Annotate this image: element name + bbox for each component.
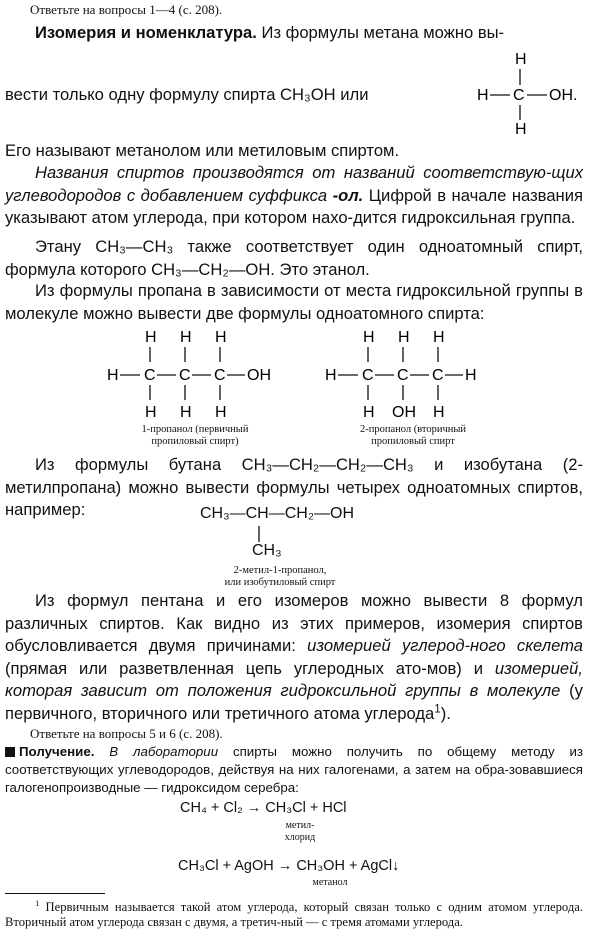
methanol-formula-line xyxy=(5,84,445,107)
isobutanol-branch-text: CH₃ xyxy=(252,542,282,559)
methanol-oh: OH. xyxy=(549,87,578,104)
isobutanol-formula xyxy=(200,505,354,523)
methanol-name-text: Его называют метанолом или метиловым спиртом. xyxy=(5,141,400,160)
reaction-1-label-line-1: метил- xyxy=(285,820,315,831)
methanol-carbon: C xyxy=(513,87,525,104)
naming-rule-italic: Названия спиртов производятся от названий соответствую-щих углеводородов с добавлением суффикса xyxy=(5,163,583,205)
reaction-1-label xyxy=(270,820,330,844)
p1-bottom-h-2: H xyxy=(180,404,192,421)
p2-right-h: H xyxy=(465,367,477,384)
p2-c3: C xyxy=(432,367,444,384)
reaction-1-arrow: → xyxy=(246,800,262,816)
reaction-2-products: CH₃OH + AgCl↓ xyxy=(296,858,400,874)
isobutanol-branch-bond xyxy=(250,524,270,544)
naming-rule-paragraph xyxy=(5,162,583,230)
p1-left-h: H xyxy=(107,367,119,384)
p1-c1: C xyxy=(144,367,156,384)
p1-bottom-h-3: H xyxy=(215,404,227,421)
reaction-2-label-text: метанол xyxy=(312,877,348,888)
isobutanol-main-chain: CH₃—CH—CH₂—OH xyxy=(200,505,355,522)
isobutanol-caption-line-1: 2-метил-1-пропанол, xyxy=(233,565,327,576)
pentane-italic-1: изомерией углерод-ного скелета xyxy=(307,636,583,656)
pentane-text-1: Из формул пентана и его изомеров можно вывести 8 формул различных спиртов. Как видно из этих примеров, изомерия спиртов обусловливается двумя причинами: xyxy=(5,591,583,656)
answer-reference-2 xyxy=(5,726,583,742)
propane-paragraph xyxy=(5,280,583,325)
p1-oh: OH xyxy=(247,367,271,384)
isomerism-intro-line xyxy=(5,22,583,45)
reaction-1-label-line-2: хлорид xyxy=(284,832,316,843)
reaction-2-label xyxy=(300,877,360,889)
isobutanol-branch xyxy=(252,542,282,560)
pentane-text-end: ). xyxy=(440,703,451,723)
ethane-paragraph xyxy=(5,236,583,281)
footnote-mark: 1 xyxy=(35,897,40,908)
answer-reference-text: Ответьте на вопросы 1—4 (с. 208). xyxy=(30,2,223,17)
reaction-2-arrow: → xyxy=(277,858,293,874)
preparation-italic: В лаборатории xyxy=(109,744,219,759)
methanol-top-h: H xyxy=(515,51,527,68)
pentane-italic-2: изомерией, которая зависит от положения гидроксильной группы в молекуле xyxy=(5,658,583,701)
reaction-2 xyxy=(178,858,399,874)
propanol-1-structure xyxy=(100,324,290,434)
pentane-text-2: (прямая или разветвленная цепь углеродных ато-мов) и xyxy=(5,658,483,678)
p2-left-h: H xyxy=(325,367,337,384)
preparation-paragraph xyxy=(5,743,583,797)
p1-c2: C xyxy=(179,367,191,384)
butane-text: Из формулы бутана CH₃—CH₂—CH₂—CH₃ и изобутана (2-метилпропана) можно вывести формулы четырех одноатомных спиртов, например: xyxy=(5,455,583,520)
p1-top-h-3: H xyxy=(215,329,227,346)
propanol-2-caption xyxy=(328,424,498,448)
p2-top-h-3: H xyxy=(433,329,445,346)
methanol-formula-text: вести только одну формулу спирта CH₃OH или xyxy=(5,85,369,104)
propanol-2-caption-line-1: 2-пропанол (вторичный xyxy=(359,424,467,435)
reaction-2-reactants: CH₃Cl + AgOH xyxy=(178,858,274,874)
propanol-1-caption-line-2: пропиловый спирт) xyxy=(151,436,239,447)
p2-bottom-h-1: H xyxy=(363,404,375,421)
p2-c1: C xyxy=(362,367,374,384)
footnote xyxy=(5,897,583,930)
propanol-1-caption-line-1: 1-пропанол (первичный xyxy=(141,424,249,435)
footnote-divider xyxy=(5,893,105,894)
methanol-name-line xyxy=(5,140,583,163)
naming-suffix: -ол. xyxy=(332,185,364,205)
section-marker-icon xyxy=(5,747,15,757)
answer-reference-1 xyxy=(5,2,583,18)
p1-c3: C xyxy=(214,367,226,384)
answer-reference-2-text: Ответьте на вопросы 5 и 6 (с. 208). xyxy=(30,726,223,741)
isobutanol-caption xyxy=(200,565,360,589)
section-heading-isomerism: Изомерия и номенклатура. xyxy=(35,23,257,42)
preparation-text: спирты можно получить по общему методу из соответствующих углеводородов, действуя на них галогенами, а затем на обра-зовавшиеся галогенопроизводные — гидроксидом серебра: xyxy=(5,744,583,795)
methanol-left-h: H xyxy=(477,87,489,104)
isobutanol-caption-line-2: или изобутиловый спирт xyxy=(224,577,336,588)
p2-bottom-h-3: H xyxy=(433,404,445,421)
methanol-structural-formula xyxy=(470,44,585,140)
section-heading-preparation: Получение. xyxy=(19,744,95,759)
reaction-1 xyxy=(180,800,347,816)
footnote-mark-ref[interactable]: 1 xyxy=(434,702,441,716)
p1-bottom-h-1: H xyxy=(145,404,157,421)
pentane-text-3: (у первичного, вторичного или третичного атома углерода xyxy=(5,681,583,723)
p2-c2: C xyxy=(397,367,409,384)
propanol-2-caption-line-2: пропиловый спирт xyxy=(371,436,455,447)
isomerism-intro-text: Из формулы метана можно вы- xyxy=(261,23,505,42)
footnote-text: Первичным называется такой атом углерода, который связан только с одним атомом углерода. Вторичный атом углерода связан с двумя, а третич-ный — с тремя атомами углерода. xyxy=(5,900,583,929)
methanol-bottom-h: H xyxy=(515,121,527,138)
p2-top-h-2: H xyxy=(398,329,410,346)
propanol-2-structure xyxy=(318,324,508,434)
ethane-text: Этану CH₃—CH₃ также соответствует один одноатомный спирт, формула которого CH₃—CH₂—OH. Это этанол. xyxy=(5,237,583,279)
pentane-paragraph xyxy=(5,590,583,726)
p2-bottom-oh: OH xyxy=(392,404,416,421)
p1-top-h-1: H xyxy=(145,329,157,346)
reaction-1-reactants: CH₄ + Cl₂ xyxy=(180,800,243,816)
p2-top-h-1: H xyxy=(363,329,375,346)
p1-top-h-2: H xyxy=(180,329,192,346)
propanol-1-caption xyxy=(110,424,280,448)
reaction-1-products: CH₃Cl + HCl xyxy=(265,800,347,816)
naming-rule-text: Цифрой в начале названия указывают атом углерода, при котором нахо-дится гидроксильная группа. xyxy=(5,185,583,228)
propane-text: Из формулы пропана в зависимости от места гидроксильной группы в молекуле можно вывести две формулы одноатомного спирта: xyxy=(5,281,583,323)
